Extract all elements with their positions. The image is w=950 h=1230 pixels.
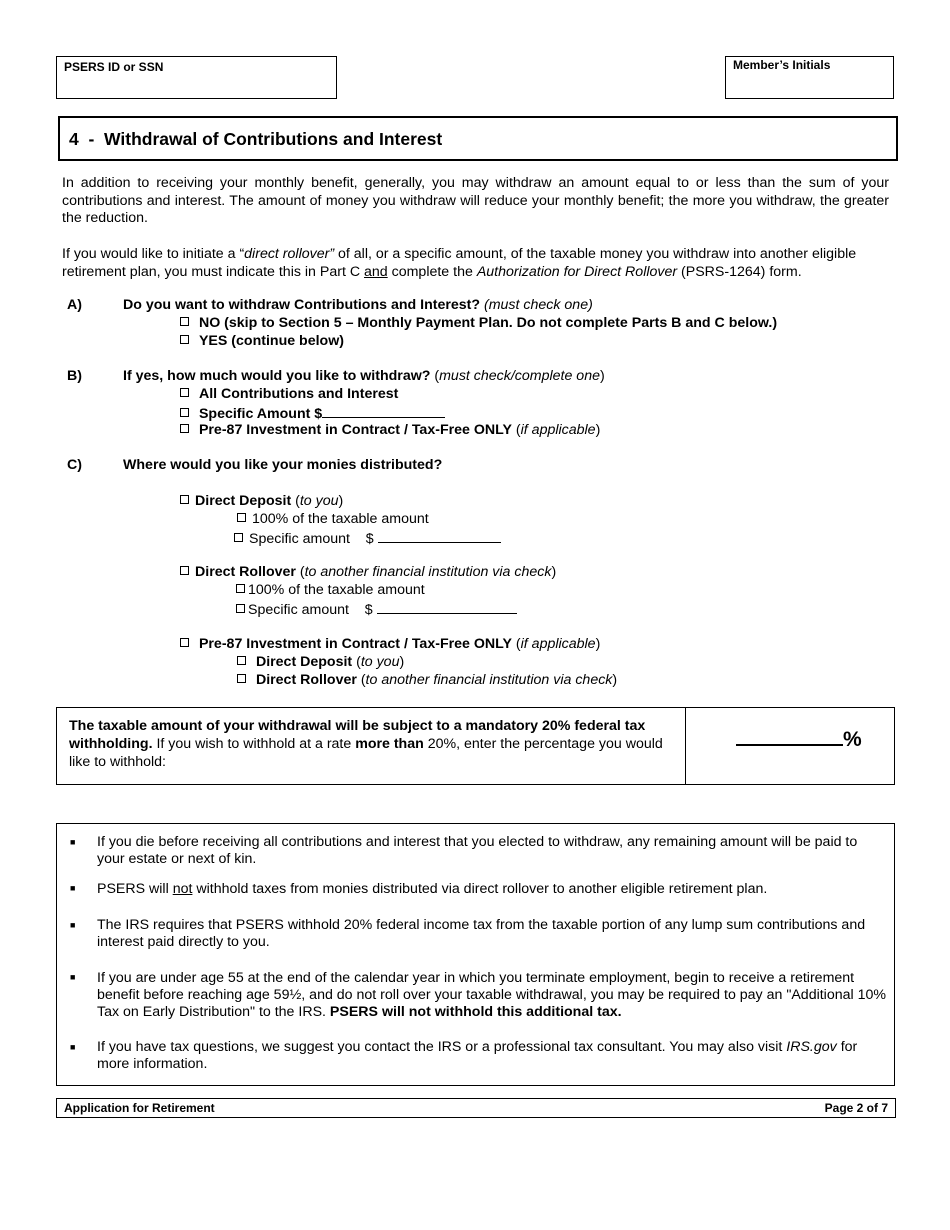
pre87-dr-label: Direct Rollover [255,672,357,688]
member-initials-field[interactable] [725,56,894,99]
tax-bold-text: more than [355,736,424,752]
section-dash: - [88,129,95,149]
part-b-option-all[interactable] [180,385,398,403]
note-2-not: not [172,881,193,897]
paren: ( [511,636,521,652]
intro-p2-form-name: Authorization for Direct Rollover [476,263,678,280]
part-b-option-specific[interactable] [180,403,445,423]
withholding-percent-input[interactable] [736,726,843,746]
part-a-option-yes[interactable] [180,332,344,350]
dr-specific-amount-input[interactable] [377,599,517,614]
dr-100-option[interactable] [236,581,425,599]
paren: ( [295,564,305,580]
bullet-icon: ■ [70,883,76,893]
paren: ) [599,368,605,384]
intro-paragraph-1: In addition to receiving your monthly benefit, generally, you may withdraw an amount equal to or less than the sum of your contributions and interest. The amount of money you withdraw will reduce your monthly benefit; the more you withdraw, the greater the reduction. [62,175,889,226]
dd-100-checkbox[interactable] [237,513,246,522]
note-5-text: for more information. [97,1039,858,1072]
part-b-hint: must check/complete one [439,368,600,384]
specific-amount-label: Specific Amount $ [198,406,323,422]
no-checkbox[interactable] [180,317,189,326]
all-contributions-checkbox[interactable] [180,388,189,397]
part-a-letter: A) [67,297,82,313]
section-title-box [58,116,898,161]
dd-specific-checkbox[interactable] [234,533,243,542]
specific-amount-input[interactable] [322,403,445,418]
paren: ( [356,672,366,688]
dr-specific-option[interactable] [236,599,517,619]
note-2-text: PSERS will [97,881,173,897]
note-4 [97,970,887,1021]
direct-deposit-checkbox[interactable] [180,495,189,504]
note-4-text: If you are under age 55 at the end of the calendar year in which you terminate employment, begin to receive a retirement benefit before reaching age 59½, and do not roll over your taxable withdrawal, you may be required to pay an "Additional 10% Tax on Early Distribution" to the IRS. [97,970,886,1020]
paren: ) [338,493,344,509]
direct-deposit-option[interactable] [180,492,343,510]
paren: ( [291,493,300,509]
pre87-distribution-label: Pre-87 Investment in Contract / Tax-Free ONLY [198,636,512,652]
irs-gov-link: IRS.gov [786,1039,837,1055]
part-c-question: Where would you like your monies distributed? [123,457,443,473]
tax-withholding-text [69,717,669,771]
bullet-icon: ■ [70,837,76,847]
pre87-label: Pre-87 Investment in Contract / Tax-Free ONLY [198,422,512,438]
psers-id-label: PSERS ID or SSN [64,60,164,74]
pre87-distribution-checkbox[interactable] [180,638,189,647]
intro-p2-text: of all, or a specific amount, of the taxable money you withdraw into another eligible retirement plan, you must indicate this in Part C [62,246,857,280]
pre87-dr-checkbox[interactable] [237,674,246,683]
specific-amount-checkbox[interactable] [180,408,189,417]
note-4-bold: PSERS will not withhold this additional tax. [329,1004,622,1020]
tax-withholding-box [56,707,895,785]
part-a-question-text: Do you want to withdraw Contributions and Interest? [123,297,481,313]
dd-100-label: 100% of the taxable amount [252,511,429,527]
note-5 [97,1039,887,1073]
bullet-icon: ■ [70,972,76,982]
tax-text: If you wish to withhold at a rate [152,736,356,752]
dd-specific-amount-input[interactable] [378,528,501,543]
intro-paragraph-2 [62,246,889,281]
dr-100-checkbox[interactable] [236,584,245,593]
paren: ( [511,422,521,438]
intro-p2-and: and [364,263,388,280]
pre87-dd-option[interactable] [237,653,404,671]
dd-specific-option[interactable] [234,528,501,548]
note-5-text: If you have tax questions, we suggest you contact the IRS or a professional tax consultant. You may also visit [97,1039,787,1055]
intro-p2-direct-rollover: direct rollover” [244,246,335,262]
pre87-distribution-option[interactable] [180,635,600,653]
dollar-sign: $ [365,531,374,547]
paren: ) [551,564,557,580]
note-2-text: withhold taxes from monies distributed via direct rollover to another eligible retirement plan. [192,881,768,897]
bullet-icon: ■ [70,920,76,930]
percent-sign: % [843,728,862,751]
part-c-letter: C) [67,457,82,473]
direct-rollover-option[interactable] [180,563,556,581]
direct-deposit-hint: to you [299,493,339,509]
member-initials-label: Member’s Initials [733,58,831,72]
footer-form-title: Application for Retirement [64,1101,215,1115]
part-b-question [123,367,605,385]
direct-rollover-label: Direct Rollover [195,564,296,580]
page-title [69,129,442,150]
note-2 [97,881,887,898]
pre87-dr-option[interactable] [237,671,617,689]
part-b-option-pre87[interactable] [180,421,600,439]
paren: ) [595,422,601,438]
section-title: Withdrawal of Contributions and Interest [104,129,443,149]
pre87-hint: if applicable [520,422,596,438]
yes-label: YES (continue below) [198,333,344,349]
tax-bold-text: The taxable amount of your withdrawal will be subject to a mandatory 20% federal tax withholding. [69,718,646,752]
paren: ) [595,636,601,652]
dr-100-label: 100% of the taxable amount [248,582,425,598]
dd-100-option[interactable] [237,510,429,528]
paren: ) [612,672,618,688]
bullet-icon: ■ [70,1042,76,1052]
part-b-question-text: If yes, how much would you like to withdraw? [123,368,431,384]
dd-specific-label: Specific amount [249,531,350,547]
part-a-hint: (must check one) [484,297,593,313]
note-3: The IRS requires that PSERS withhold 20% federal income tax from the taxable portion of any lump sum contributions and interest paid directly to you. [97,917,866,950]
part-a-option-no[interactable] [180,314,777,332]
psers-id-field[interactable] [56,56,337,99]
pre87-dd-hint: to you [360,654,400,670]
part-b-letter: B) [67,368,82,384]
pre87-dr-hint: to another financial institution via check [365,672,613,688]
intro-p2-text: (PSRS-1264) form. [677,263,802,280]
tax-box-divider [685,708,686,784]
dr-specific-label: Specific amount [248,602,349,618]
paren: ) [399,654,405,670]
dr-specific-checkbox[interactable] [236,604,245,613]
paren: ( [352,654,361,670]
direct-deposit-label: Direct Deposit [195,493,292,509]
tax-text: 20%, enter the percentage you would like to withhold: [69,736,663,770]
yes-checkbox[interactable] [180,335,189,344]
direct-rollover-checkbox[interactable] [180,566,189,575]
pre87-distribution-hint: if applicable [520,636,596,652]
pre87-dd-checkbox[interactable] [237,656,246,665]
intro-p2-text: If you would like to initiate a “ [62,246,245,262]
all-contributions-label: All Contributions and Interest [198,386,399,402]
pre87-dd-label: Direct Deposit [255,654,353,670]
page-footer [56,1098,896,1118]
direct-rollover-hint: to another financial institution via check [304,564,552,580]
paren: ( [434,368,440,384]
pre87-checkbox[interactable] [180,424,189,433]
intro-p2-text: complete the [387,263,477,280]
footer-page-number: Page 2 of 7 [824,1101,888,1115]
section-number: 4 [69,129,79,149]
no-label: NO (skip to Section 5 – Monthly Payment Plan. Do not complete Parts B and C below.) [198,315,778,331]
withholding-percent-field[interactable] [736,726,862,752]
part-a-question [123,296,593,314]
dollar-sign: $ [364,602,373,618]
note-1: If you die before receiving all contributions and interest that you elected to withdraw, any remaining amount will be paid to your estate or next of kin. [97,834,858,867]
